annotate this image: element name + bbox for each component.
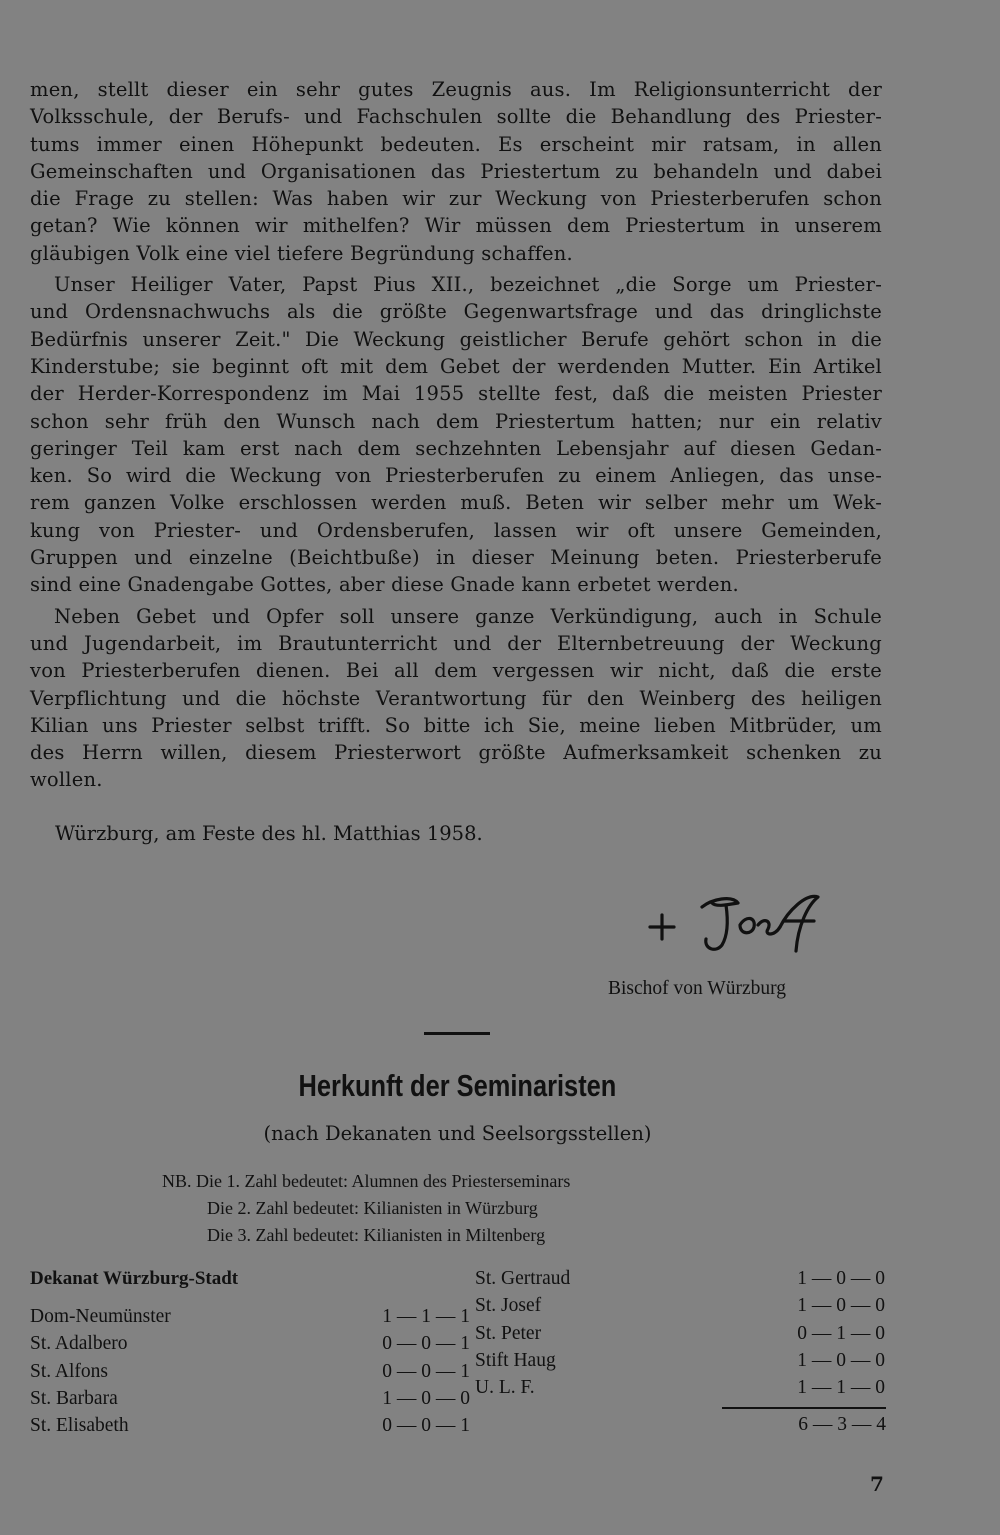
- paragraph-1: [30, 76, 882, 267]
- text-line: des Herrn willen, diesem Priesterwort größte Aufmerksamkeit schenken zu: [30, 741, 882, 765]
- table-title: Dekanat Würzburg-Stadt: [30, 1268, 239, 1289]
- parish-values: 1 — 1 — 0: [797, 1377, 885, 1399]
- parish-name: St. Peter: [475, 1322, 542, 1344]
- parish-values: 0 — 0 — 1: [382, 1360, 470, 1382]
- section-divider: [424, 1032, 490, 1035]
- table-row: [30, 1333, 470, 1360]
- parish-name: Dom-Neumünster: [30, 1306, 171, 1327]
- parish-values: 1 — 0 — 0: [797, 1295, 885, 1317]
- text-line: getan? Wie können wir mithelfen? Wir müssen dem Priestertum in unserem: [30, 214, 882, 238]
- table-right-column: [475, 1268, 895, 1404]
- note-line: Die 2. Zahl bedeutet: Kilianisten in Würzburg: [207, 1198, 538, 1218]
- parish-values: 0 — 0 — 1: [382, 1333, 470, 1355]
- text-line: Unser Heiliger Vater, Papst Pius XII., bezeichnet „die Sorge um Priester-: [54, 273, 882, 297]
- table-row: [475, 1268, 895, 1295]
- note-line: NB. Die 1. Zahl bedeutet: Alumnen des Priesterseminars: [162, 1171, 571, 1191]
- signature-josef: [640, 885, 840, 955]
- text-line: schon sehr früh den Wunsch nach dem Priestertum hatten; nur ein relativ: [30, 409, 882, 433]
- parish-name: St. Barbara: [30, 1387, 118, 1409]
- parish-name: St. Alfons: [30, 1360, 109, 1382]
- table-row: [30, 1306, 470, 1333]
- section-heading: Herkunft der Seminaristen: [298, 1068, 617, 1103]
- text-line: Volksschule, der Berufs- und Fachschulen sollte die Behandlung des Priester-: [30, 105, 882, 129]
- text-line: von Priesterberufen dienen. Bei all dem vergessen wir nicht, daß die erste: [30, 659, 882, 683]
- page-number: 7: [870, 1472, 884, 1496]
- parish-name: St. Elisabeth: [30, 1415, 129, 1437]
- bishop-title: Bischof von Würzburg: [608, 978, 787, 999]
- place-date: Würzburg, am Feste des hl. Matthias 1958.: [55, 822, 483, 845]
- notes-block: [162, 1168, 570, 1249]
- table-row: [30, 1415, 470, 1442]
- parish-values: 0 — 1 — 0: [797, 1322, 885, 1344]
- parish-name: St. Josef: [475, 1295, 542, 1317]
- body-text: [30, 76, 882, 794]
- table-row: [475, 1377, 895, 1404]
- parish-values: 1 — 0 — 0: [382, 1387, 470, 1409]
- sum-rule: [722, 1407, 886, 1409]
- text-line: gläubigen Volk eine viel tiefere Begründung schaffen.: [30, 241, 573, 265]
- text-line: ken. So wird die Weckung von Priesterberufen zu einem Anliegen, das unse-: [30, 464, 882, 488]
- text-line: geringer Teil kam erst nach dem sechzehnten Lebensjahr auf diesen Gedan-: [30, 436, 882, 460]
- text-line: Kinderstube; sie beginnt oft mit dem Gebet der werdenden Mutter. Ein Artikel: [30, 354, 882, 378]
- text-line: Gemeinschaften und Organisationen das Priestertum zu behandeln und dabei: [30, 159, 882, 183]
- table-left-column: [30, 1306, 470, 1442]
- parish-values: 1 — 0 — 0: [797, 1268, 885, 1289]
- text-line: tums immer einen Höhepunkt bedeuten. Es erscheint mir ratsam, in allen: [30, 132, 882, 156]
- parish-name: Stift Haug: [475, 1349, 556, 1371]
- paragraph-3: [30, 603, 882, 794]
- text-line: die Frage zu stellen: Was haben wir zur Weckung von Priesterberufen schon: [30, 187, 882, 211]
- paragraph-2: [30, 271, 882, 599]
- table-row: [475, 1295, 895, 1322]
- text-line: kung von Priester- und Ordensberufen, lassen wir oft unsere Gemeinden,: [30, 518, 882, 542]
- note-line: Die 3. Zahl bedeutet: Kilianisten in Miltenberg: [207, 1225, 546, 1245]
- text-line: und Jugendarbeit, im Brautunterricht und der Elternbetreuung der Weckung: [30, 631, 882, 655]
- text-line: rem ganzen Volke erschlossen werden muß. Beten wir selber mehr um Wek-: [30, 491, 882, 515]
- parish-values: 1 — 0 — 0: [797, 1349, 885, 1371]
- table-total: 6 — 3 — 4: [798, 1414, 886, 1435]
- text-line: Gruppen und einzelne (Beichtbuße) in dieser Meinung beten. Priesterberufe: [30, 546, 882, 570]
- text-line: Neben Gebet und Opfer soll unsere ganze Verkündigung, auch in Schule: [54, 604, 882, 628]
- parish-values: 1 — 1 — 1: [382, 1306, 470, 1327]
- parish-name: St. Gertraud: [475, 1268, 571, 1289]
- parish-values: 0 — 0 — 1: [382, 1415, 470, 1437]
- table-row: [475, 1350, 895, 1377]
- parish-name: St. Adalbero: [30, 1333, 128, 1355]
- table-row: [30, 1387, 470, 1415]
- text-line: Kilian uns Priester selbst trifft. So bitte ich Sie, meine lieben Mitbrüder, um: [30, 713, 882, 737]
- text-line: Verpflichtung und die höchste Verantwortung für den Weinberg des heiligen: [30, 686, 882, 710]
- parish-name: U. L. F.: [475, 1377, 535, 1399]
- text-line: der Herder-Korrespondenz im Mai 1955 stellte fest, daß die meisten Priester: [30, 382, 882, 406]
- table-row: [30, 1360, 470, 1388]
- text-line: Bedürfnis unserer Zeit." Die Weckung geistlicher Berufe gehört schon in die: [30, 327, 882, 351]
- section-subheading: (nach Dekanaten und Seelsorgsstellen): [263, 1122, 652, 1145]
- text-line: und Ordensnachwuchs als die größte Gegenwartsfrage und das dringlichste: [30, 300, 882, 324]
- text-line: men, stellt dieser ein sehr gutes Zeugnis aus. Im Religionsunterricht der: [30, 78, 882, 101]
- table-row: [475, 1323, 895, 1350]
- text-line: wollen.: [30, 768, 103, 792]
- text-line: sind eine Gnadengabe Gottes, aber diese Gnade kann erbetet werden.: [30, 573, 739, 597]
